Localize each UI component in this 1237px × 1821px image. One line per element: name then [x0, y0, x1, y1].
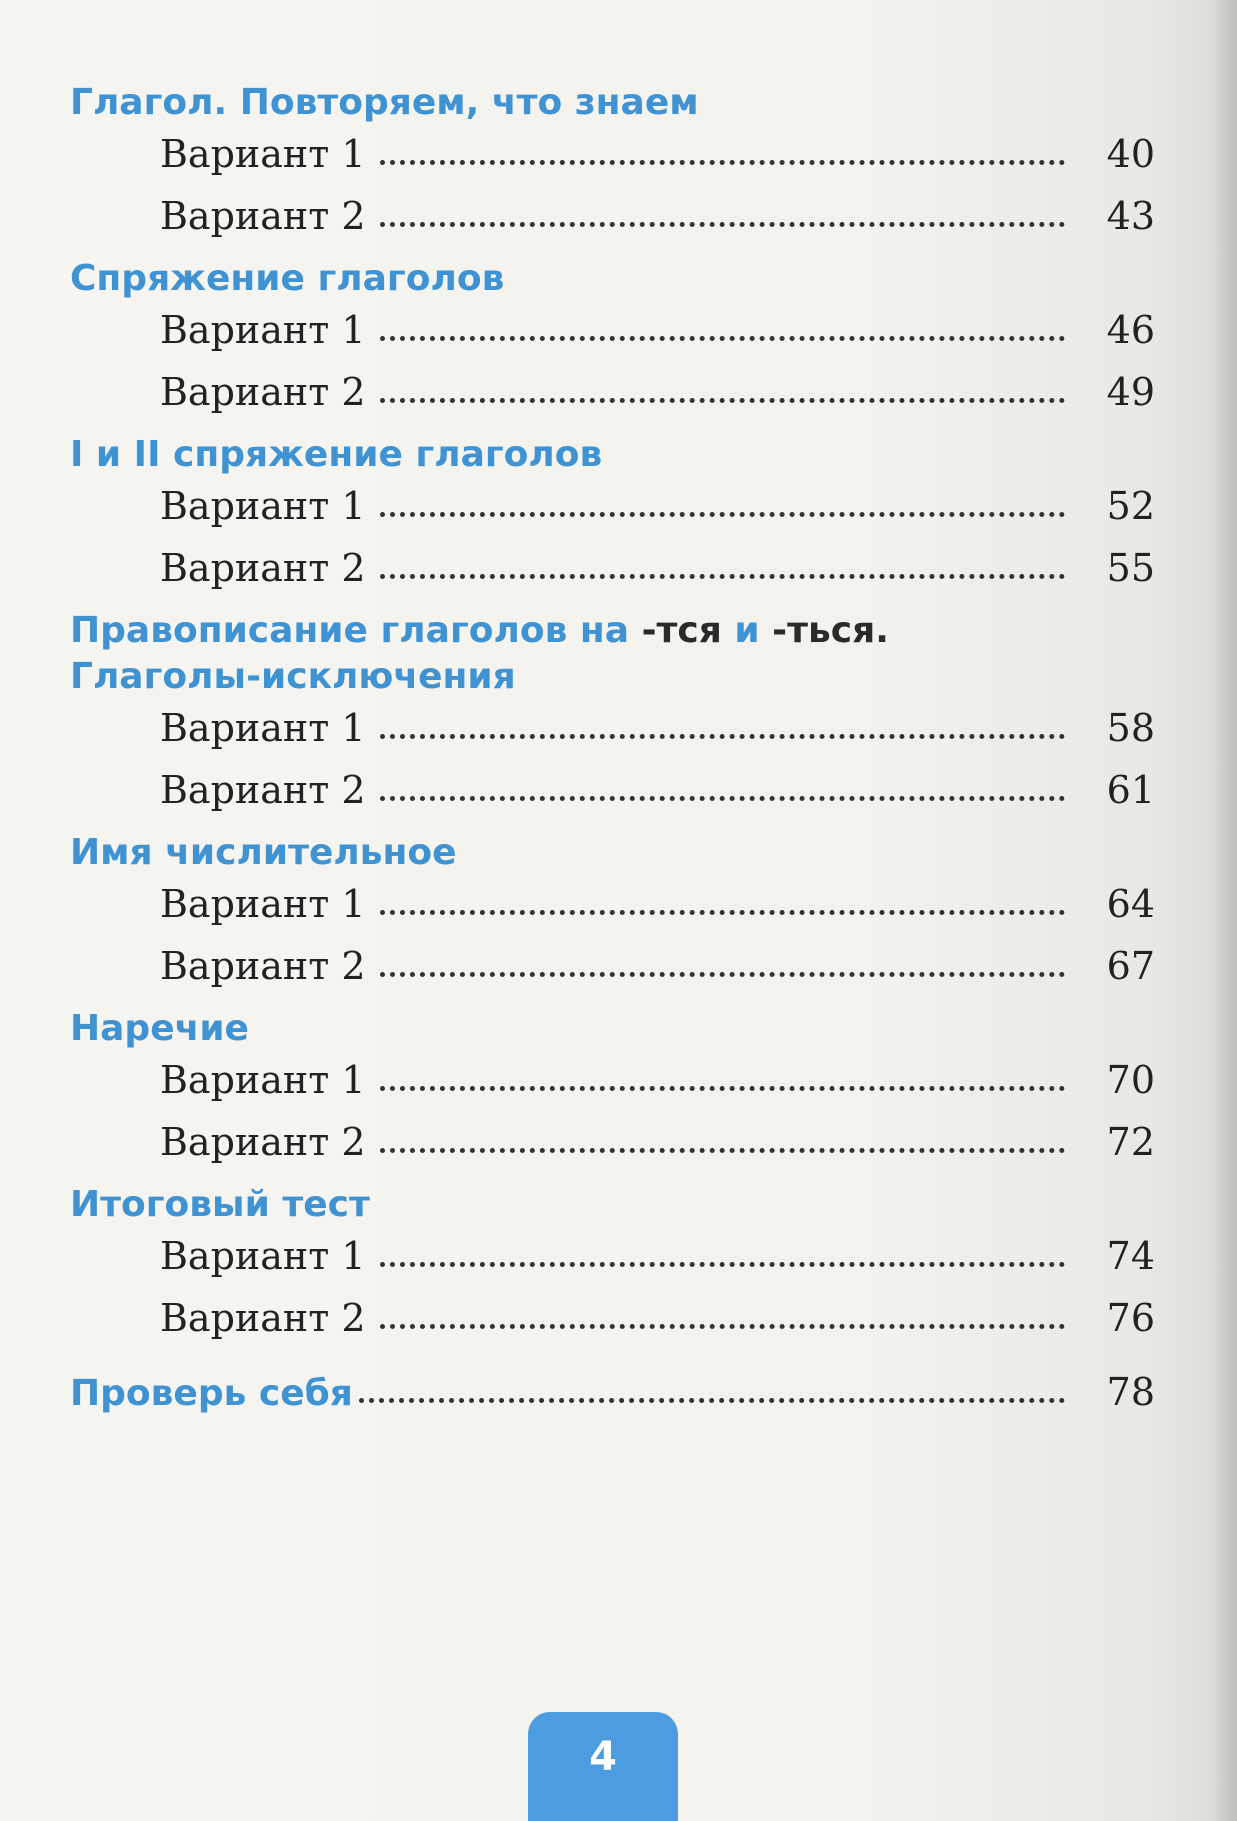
entry-label: Вариант 1: [160, 132, 366, 176]
entry-label: Вариант 1: [160, 882, 366, 926]
toc-section-final-test: [70, 1182, 1155, 1358]
toc-entry[interactable]: [70, 1120, 1155, 1182]
entry-page-number: 64: [1106, 882, 1155, 926]
toc-entry[interactable]: [70, 132, 1155, 194]
entry-page-number: 58: [1106, 706, 1155, 750]
toc-entry[interactable]: [70, 1058, 1155, 1120]
entry-label: Вариант 1: [160, 1234, 366, 1278]
entry-page-number: 61: [1106, 768, 1155, 812]
dot-leader: [380, 1324, 1066, 1329]
entry-label: Вариант 2: [160, 944, 366, 988]
entry-page-number: 72: [1106, 1120, 1155, 1164]
dot-leader: [380, 222, 1066, 227]
entry-page-number: 67: [1106, 944, 1155, 988]
entry-label: Вариант 2: [160, 1296, 366, 1340]
toc-entry[interactable]: [70, 1234, 1155, 1296]
dot-leader: [380, 1086, 1066, 1091]
toc-section-first-second-conjugation: [70, 432, 1155, 608]
page-spine-shadow: [1211, 0, 1237, 1821]
dot-leader: [380, 512, 1066, 517]
toc-entry-check-yourself[interactable]: [70, 1370, 1155, 1426]
dot-leader: [380, 734, 1066, 739]
section-heading: Итоговый тест: [70, 1184, 370, 1225]
heading-suffix-tsya-soft: -ться.: [772, 610, 889, 651]
entry-page-number: 40: [1106, 132, 1155, 176]
dot-leader: [380, 1148, 1066, 1153]
dot-leader: [380, 336, 1066, 341]
dot-leader: [380, 574, 1066, 579]
section-heading: Проверь себя: [70, 1373, 353, 1414]
toc-entry[interactable]: [70, 944, 1155, 1006]
toc-entry[interactable]: [70, 768, 1155, 830]
entry-label: Вариант 1: [160, 308, 366, 352]
heading-text: Правописание глаголов на: [70, 610, 642, 651]
entry-page-number: 78: [1106, 1370, 1155, 1414]
page-number-badge: [528, 1712, 678, 1821]
toc-entry[interactable]: [70, 194, 1155, 256]
toc-entry[interactable]: [70, 484, 1155, 546]
entry-page-number: 55: [1106, 546, 1155, 590]
entry-label: Вариант 2: [160, 768, 366, 812]
dot-leader: [380, 160, 1066, 165]
entry-page-number: 46: [1106, 308, 1155, 352]
dot-leader: [380, 796, 1066, 801]
entry-label: Вариант 1: [160, 484, 366, 528]
toc-entry[interactable]: [70, 546, 1155, 608]
entry-label: Вариант 2: [160, 194, 366, 238]
entry-page-number: 49: [1106, 370, 1155, 414]
entry-page-number: 52: [1106, 484, 1155, 528]
dot-leader: [380, 910, 1066, 915]
section-heading: I и II спряжение глаголов: [70, 434, 603, 475]
toc-section-verb-conjugation: [70, 256, 1155, 432]
entry-label: Вариант 2: [160, 370, 366, 414]
entry-page-number: 43: [1106, 194, 1155, 238]
toc-entry[interactable]: [70, 882, 1155, 944]
section-heading: Спряжение глаголов: [70, 258, 505, 299]
heading-suffix-tsya: -тся: [641, 610, 722, 651]
dot-leader: [380, 398, 1066, 403]
toc-section-adverb: [70, 1006, 1155, 1182]
entry-page-number: 76: [1106, 1296, 1155, 1340]
toc-entry[interactable]: [70, 706, 1155, 768]
entry-label: Вариант 1: [160, 706, 366, 750]
toc-section-numeral: [70, 830, 1155, 1006]
entry-label: Вариант 2: [160, 546, 366, 590]
entry-label: Вариант 2: [160, 1120, 366, 1164]
toc-entry[interactable]: [70, 370, 1155, 432]
entry-page-number: 74: [1106, 1234, 1155, 1278]
heading-conjunction: и: [721, 610, 773, 651]
section-heading-line-2: Глаголы-исключения: [70, 656, 516, 697]
section-heading-line-1: [70, 608, 1155, 654]
page-number: 4: [589, 1734, 617, 1780]
toc-section-verb-review: [70, 80, 1155, 256]
dot-leader: [380, 972, 1066, 977]
toc-section-tsya-spelling: [70, 608, 1155, 830]
dot-leader: [380, 1262, 1066, 1267]
section-heading: Имя числительное: [70, 832, 457, 873]
table-of-contents: [70, 80, 1155, 1426]
toc-entry[interactable]: [70, 308, 1155, 370]
section-heading: Наречие: [70, 1008, 249, 1049]
entry-label: Вариант 1: [160, 1058, 366, 1102]
dot-leader: [359, 1398, 1065, 1403]
section-heading: Глагол. Повторяем, что знаем: [70, 82, 699, 123]
toc-entry[interactable]: [70, 1296, 1155, 1358]
entry-page-number: 70: [1106, 1058, 1155, 1102]
